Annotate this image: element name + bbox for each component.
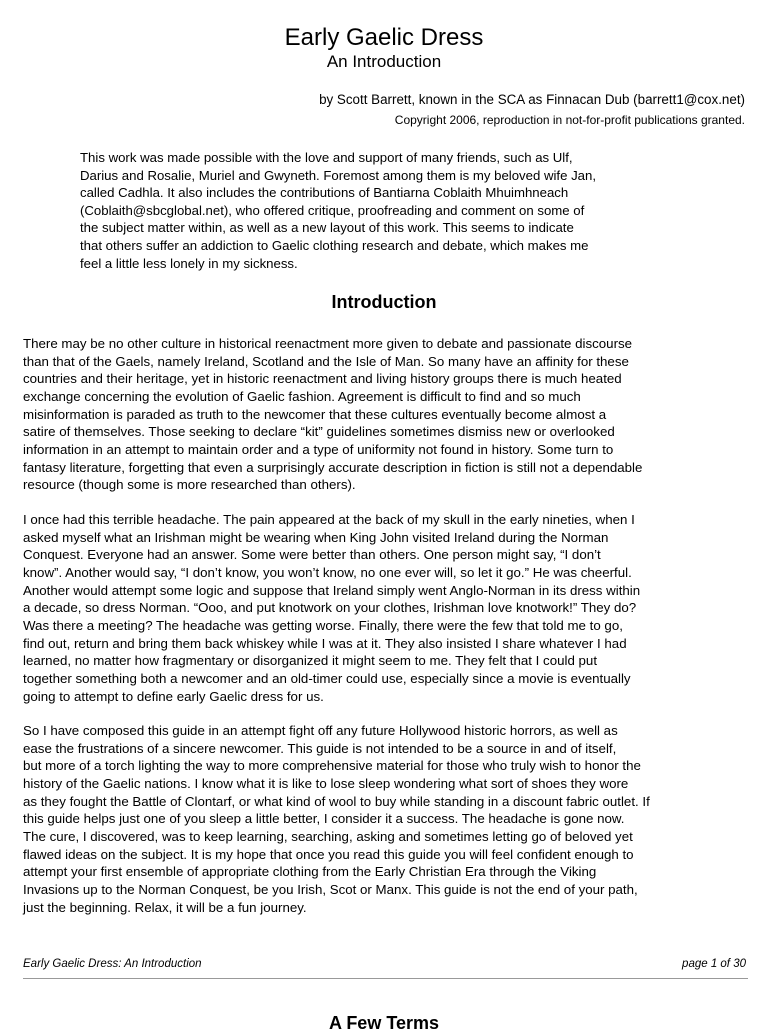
body-paragraph-1 <box>23 335 748 494</box>
text-line: learned, no matter how fragmentary or disorganized it might seem to me. They felt that I could put <box>23 653 598 669</box>
text-line: together something both a newcomer and an old-timer could use, especially since a movie is eventually <box>23 670 631 686</box>
text-line: attempt your first ensemble of appropriate clothing from the Early Christian Era through the Viking <box>23 864 597 880</box>
document-title: Early Gaelic Dress <box>284 24 484 51</box>
text-line: Was there a meeting? The headache was getting worse. Finally, there were the few that told me to go, <box>23 617 623 633</box>
text-line: The cure, I discovered, was to keep learning, searching, asking and sometimes letting go of beloved yet <box>23 828 633 844</box>
text-line: this guide helps just one of you sleep a little better, I consider it a success. The headache is gone now. <box>23 811 625 827</box>
text-line: know”. Another would say, “I don’t know, you won’t know, no one ever will, so let it go.” He was cheerful. <box>23 564 632 580</box>
footer-divider <box>23 978 748 979</box>
text-line: Invasions up to the Norman Conquest, be you Irish, Scot or Manx. This guide is not the end of your path, <box>23 881 638 897</box>
text-line: than that of the Gaels, namely Ireland, Scotland and the Isle of Man. So many have an affinity for these <box>23 353 629 369</box>
text-line: as they fought the Battle of Clontarf, or what kind of wool to buy while standing in a discount fabric outlet. If <box>23 793 650 809</box>
text-line: information in an attempt to maintain order and a type of uniformity not found in history. Some turn to <box>23 441 614 457</box>
text-line: misinformation is paraded as truth to the newcomer that these cultures eventually become almost a <box>23 406 607 422</box>
text-line: satire of themselves. Those seeking to declare “kit” guidelines sometimes dismiss new or overlooked <box>23 424 615 440</box>
author-byline: by Scott Barrett, known in the SCA as Finnacan Dub (barrett1@cox.net) <box>319 92 745 107</box>
ack-line: called Cadhla. It also includes the contributions of Bantiarna Coblaith Mhuimhneach <box>80 185 569 201</box>
text-line: fantasy literature, forgetting that even a surprisingly accurate description in fiction is still not a dependable <box>23 459 643 475</box>
text-line: asked myself what an Irishman might be wearing when King John visited Ireland during the Norman <box>23 529 609 545</box>
body-paragraph-3 <box>23 722 748 916</box>
text-line: Another would attempt some logic and suppose that Ireland simply went Anglo-Norman in its dress within <box>23 582 641 598</box>
document-subtitle: An Introduction <box>326 52 442 71</box>
text-line: find out, return and bring them back whiskey while I was at it. They also insisted I share whatever I had <box>23 635 627 651</box>
ack-line: (Coblaith@sbcglobal.net), who offered critique, proofreading and comment on some of <box>80 202 585 218</box>
text-line: countries and their heritage, yet in historic reenactment and living history groups there is much heated <box>23 371 622 387</box>
text-line: a decade, so dress Norman. “Ooo, and put knotwork on your clothes, Irishman love knotwork!” They do? <box>23 600 637 616</box>
ack-line: Darius and Rosalie, Muriel and Gwyneth. Foremost among them is my beloved wife Jan, <box>80 167 597 183</box>
text-line: but more of a torch lighting the way to more comprehensive material for those who truly wish to honor the <box>23 758 641 774</box>
body-paragraph-2 <box>23 511 748 705</box>
acknowledgement-paragraph <box>80 149 690 272</box>
text-line: resource (though some is more researched than others). <box>23 477 356 493</box>
text-line: There may be no other culture in historical reenactment more given to debate and passionate discourse <box>23 336 633 351</box>
text-line: history of the Gaelic nations. I know what it is like to lose sleep wondering what sort of shoes they wore <box>23 775 629 791</box>
text-line: exchange concerning the evolution of Gaelic fashion. Agreement is difficult to find and so much <box>23 388 581 404</box>
text-line: Conquest. Everyone had an answer. Some were better than others. One person might say, “I don’t <box>23 547 601 563</box>
section-heading-next: A Few Terms <box>328 1013 440 1033</box>
section-heading-introduction: Introduction <box>331 292 437 312</box>
ack-line: the subject matter within, as well as a new layout of this work. This seems to indicate <box>80 220 574 236</box>
text-line: So I have composed this guide in an attempt fight off any future Hollywood historic horrors, as well as <box>23 723 618 738</box>
footer-page-number: page 1 of 30 <box>682 958 746 970</box>
text-line: going to attempt to define early Gaelic dress for us. <box>23 688 324 704</box>
text-line: ease the frustrations of a sincere newcomer. This guide is not intended to be a source in and of itself, <box>23 740 617 756</box>
footer-document-title: Early Gaelic Dress: An Introduction <box>23 958 202 970</box>
copyright-notice: Copyright 2006, reproduction in not-for-profit publications granted. <box>394 113 745 127</box>
ack-line: that others suffer an addiction to Gaelic clothing research and debate, which makes me <box>80 237 589 253</box>
text-line: just the beginning. Relax, it will be a fun journey. <box>23 899 307 915</box>
ack-line: This work was made possible with the love and support of many friends, such as Ulf, <box>80 150 573 165</box>
text-line: flawed ideas on the subject. It is my hope that once you read this guide you will feel confident enough to <box>23 846 634 862</box>
ack-line: feel a little less lonely in my sickness. <box>80 255 298 271</box>
text-line: I once had this terrible headache. The pain appeared at the back of my skull in the early nineties, when I <box>23 512 635 527</box>
